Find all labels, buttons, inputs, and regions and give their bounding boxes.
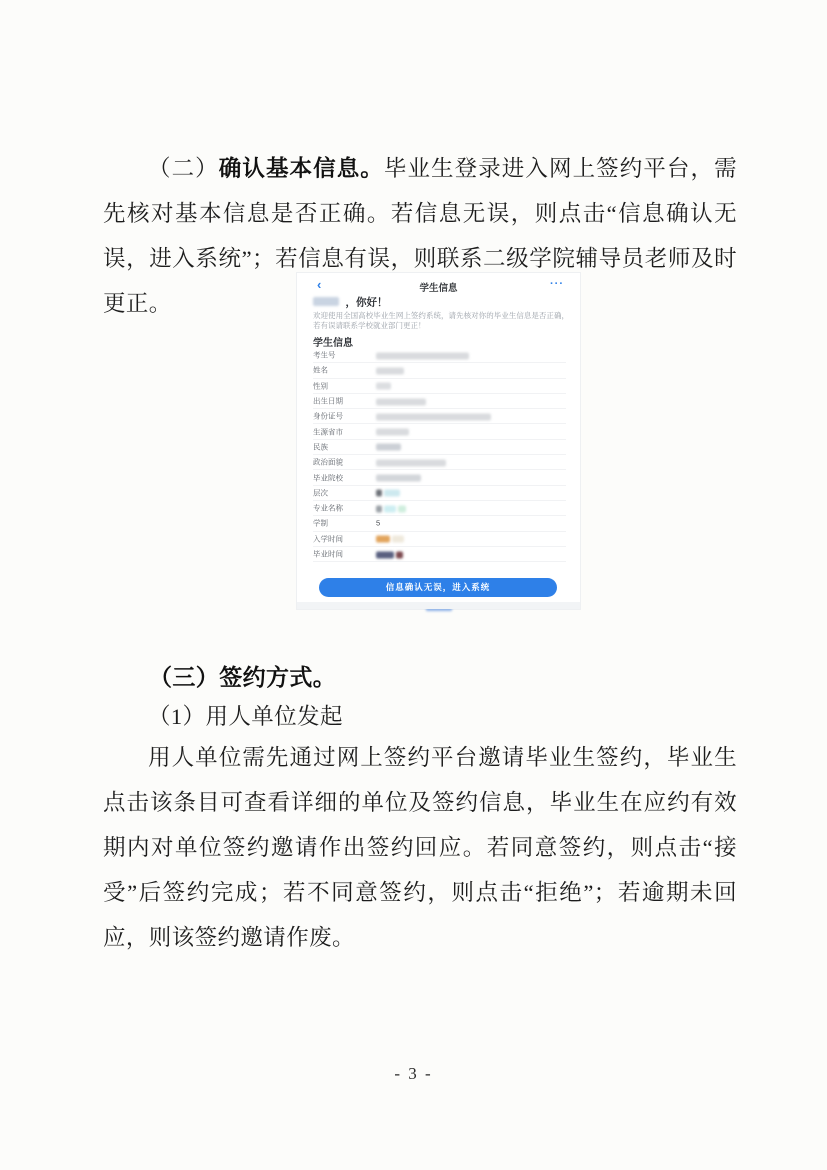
redacted-value: [376, 413, 491, 420]
redacted-value: [376, 367, 404, 374]
field-value: [376, 381, 393, 390]
field-row: [313, 440, 566, 455]
back-icon[interactable]: ‹: [317, 277, 322, 292]
field-value: [376, 488, 402, 497]
field-value: [376, 412, 493, 421]
field-label: 生源省市: [313, 427, 343, 437]
field-row: [313, 547, 566, 562]
redacted-name: [313, 297, 339, 306]
redacted-value: [376, 505, 382, 512]
greeting-row: [313, 293, 388, 309]
redacted-value: [398, 505, 406, 512]
redacted-value: [376, 429, 409, 436]
redacted-value: [376, 352, 469, 359]
subheading-employer-initiated: （1）用人单位发起: [148, 704, 343, 729]
app-screenshot: [296, 272, 581, 610]
field-value: [376, 442, 403, 451]
redacted-value: [376, 398, 426, 405]
field-label: 政治面貌: [313, 457, 343, 467]
field-row: [313, 379, 566, 394]
field-value: 5: [376, 518, 381, 528]
field-label: 毕业院校: [313, 473, 343, 483]
field-label: 层次: [313, 488, 328, 498]
redacted-value: [384, 505, 396, 512]
screenshot-bottom-strip: [297, 602, 580, 609]
redacted-value: [384, 490, 400, 497]
field-value: [376, 458, 448, 467]
welcome-text: 欢迎使用全国高校毕业生网上签约系统，请先核对你的毕业生信息是否正确，若有误请联系学校就业部门更正！: [313, 311, 569, 330]
student-info-section-title: 学生信息: [313, 338, 353, 349]
redacted-value: [376, 551, 394, 558]
field-label: 专业名称: [313, 503, 343, 513]
para1-body: 毕业生登录进入网上签约平台，需先核对基本信息是否正确。若信息无误，则点击“信息确认无误，进入系统”；若信息有误，则联系二级学院辅导员老师及时更正。: [103, 156, 737, 316]
field-row: [313, 455, 566, 470]
paragraph-employer-process: 用人单位需先通过网上签约平台邀请毕业生签约，毕业生点击该条目可查看详细的单位及签约信息，毕业生在应约有效期内对单位签约邀请作出签约回应。若同意签约，则点击“接受”后签约完成；若不同意签约，则点击“拒绝”；若逾期未回应，则该签约邀请作废。: [103, 745, 737, 950]
field-row: [313, 486, 566, 501]
heading-signing-method: （三）签约方式。: [149, 664, 337, 690]
redacted-value: [376, 444, 401, 451]
nav-title: 学生信息: [419, 283, 458, 294]
field-row: [313, 409, 566, 424]
greeting-text: ，你好！: [345, 296, 388, 309]
field-value: [376, 366, 406, 375]
redacted-value: [376, 490, 382, 497]
redacted-value: [392, 536, 404, 543]
redacted-value: [376, 383, 391, 390]
more-icon[interactable]: ···: [550, 278, 564, 290]
field-label: 考生号: [313, 350, 336, 360]
confirm-button[interactable]: 信息确认无误，进入系统: [319, 578, 557, 597]
student-fields: [313, 348, 566, 562]
field-row: [313, 424, 566, 439]
redacted-value: [376, 475, 421, 482]
field-row: [313, 501, 566, 516]
field-label: 姓名: [313, 365, 328, 375]
field-label: 毕业时间: [313, 549, 343, 559]
field-value: [376, 397, 428, 406]
app-nav-bar: [297, 278, 580, 294]
redacted-value: [376, 536, 390, 543]
field-value: [376, 351, 471, 360]
field-row: [313, 348, 566, 363]
field-label: 入学时间: [313, 534, 343, 544]
field-value: [376, 473, 423, 482]
redacted-value: [376, 459, 446, 466]
redacted-value: [396, 551, 403, 558]
field-row: [313, 516, 566, 531]
field-row: [313, 394, 566, 409]
para1-heading: 确认基本信息。: [218, 156, 384, 181]
field-value: [376, 504, 408, 513]
field-label: 出生日期: [313, 396, 343, 406]
field-label: 身份证号: [313, 411, 343, 421]
para1-prefix: （二）: [148, 156, 219, 181]
field-row: [313, 363, 566, 378]
field-label: 学制: [313, 518, 328, 528]
field-value: [376, 427, 411, 436]
field-value: [376, 550, 405, 559]
field-row: [313, 470, 566, 485]
page-number: - 3 -: [394, 1064, 433, 1083]
field-label: 民族: [313, 442, 328, 452]
field-row: [313, 532, 566, 547]
field-value: [376, 534, 406, 543]
field-label: 性别: [313, 381, 328, 391]
